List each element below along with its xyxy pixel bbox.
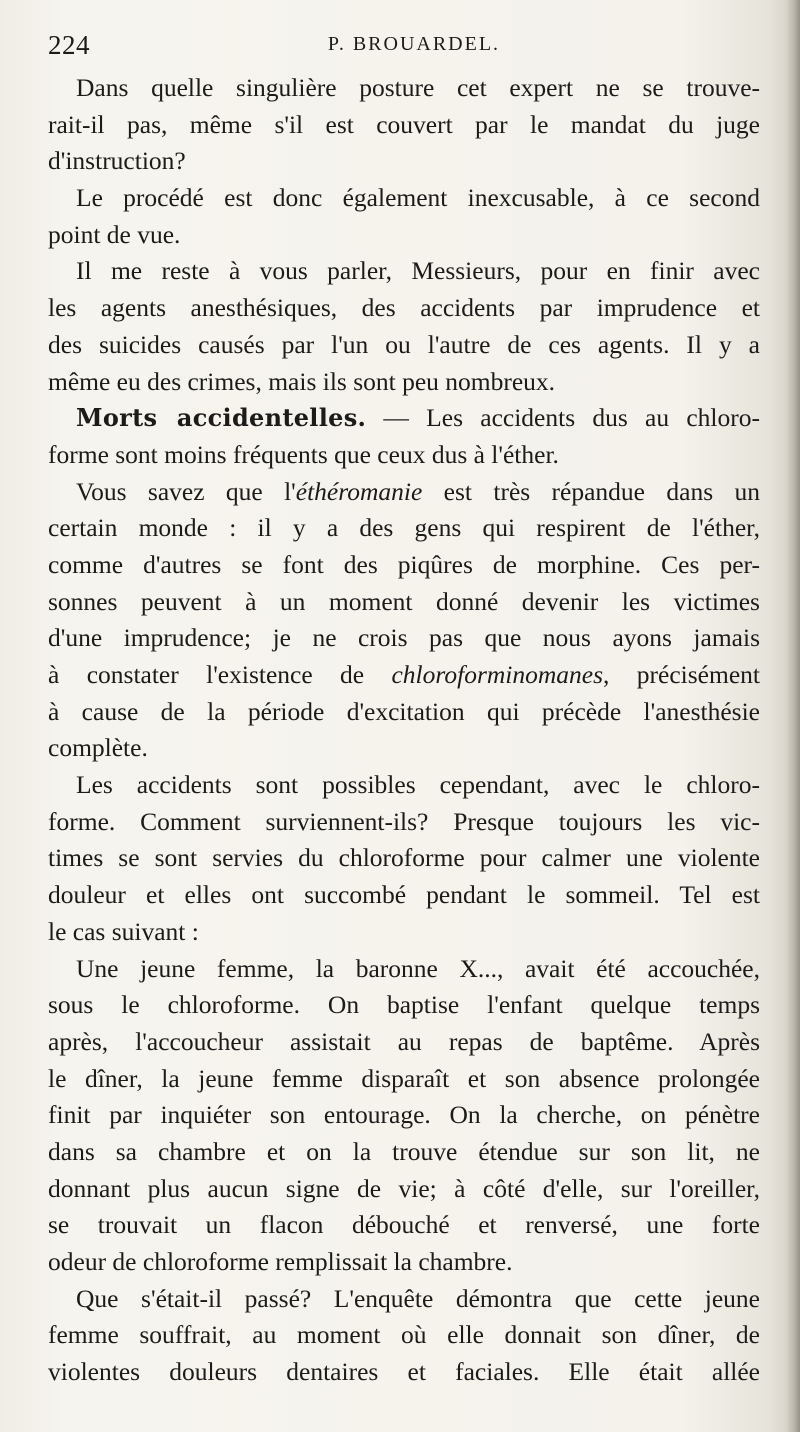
text-run: sonnes peuvent à un moment donné devenir les victimes [48,586,760,616]
italic-term: chloroforminomanes [391,660,604,689]
italic-term: éthéromanie [295,476,423,506]
text-run: se trouvait un flacon débouché et renversé, une forte [48,1210,760,1240]
text-run: — Les accidents dus au chloro- [366,403,760,433]
text-run: Vous savez que l' [76,476,296,506]
page-header [48,30,760,66]
text-run: sous le chloroforme. On baptise l'enfant quelque temps [48,990,760,1020]
text-run: certain monde : il y a des gens qui respirent de l'éther, [48,513,760,543]
running-head: P. BROUARDEL. [327,33,501,55]
text-line [48,1207,760,1244]
text-run: Les accidents sont possibles cependant, avec le chloro- [76,770,760,800]
text-line [48,1244,760,1281]
text-run: le dîner, la jeune femme disparaît et son absence prolongée [48,1063,760,1093]
page-edge-shadow [786,0,800,1432]
text-line [48,437,760,474]
text-run: d'instruction? [48,146,186,176]
text-line [48,840,760,877]
text-line [48,253,760,290]
text-line [48,510,760,547]
text-run: forme sont moins fréquents que ceux dus à l'éther. [48,439,559,469]
text-line [48,143,760,180]
text-line [48,694,760,731]
text-line [48,804,760,841]
text-run: Le procédé est donc également inexcusable, à ce second [76,183,760,213]
text-line [48,657,760,694]
text-run: complète. [48,733,148,763]
text-run: odeur de chloroforme remplissait la chambre. [48,1247,513,1276]
text-line [48,730,760,767]
text-line [48,217,760,254]
text-line [48,951,760,988]
text-run: après, l'accoucheur assistait au repas de baptême. Après [48,1026,760,1056]
text-line [48,1354,760,1391]
text-run: le cas suivant : [48,916,199,946]
text-run: finit par inquiéter son entourage. On la cherche, on pénètre [48,1100,760,1130]
text-line [48,400,760,437]
text-run: à constater l'existence de [48,660,392,689]
text-line [48,987,760,1024]
text-line [48,914,760,951]
text-run: dans sa chambre et on la trouve étendue sur son lit, ne [48,1136,760,1166]
text-run: comme d'autres se font des piqûres de morphine. Ces per- [48,549,760,579]
text-run: rait-il pas, même s'il est couvert par le mandat du juge [48,109,760,139]
text-line [48,180,760,217]
text-line [48,327,760,364]
text-line [48,877,760,914]
text-run: Il me reste à vous parler, Messieurs, pour en finir avec [76,256,760,286]
text-run: les agents anesthésiques, des accidents par imprudence et [48,293,760,323]
text-line [48,620,760,657]
text-run: à cause de la période d'excitation qui précède l'anesthésie [48,696,760,726]
text-line [48,290,760,327]
text-line [48,1134,760,1171]
text-line [48,364,760,401]
text-line [48,1097,760,1134]
text-run: douleur et elles ont succombé pendant le sommeil. Tel est [48,880,760,910]
page-number: 224 [48,30,90,60]
text-run: Que s'était-il passé? L'enquête démontra que cette jeune [76,1283,760,1313]
text-run: violentes douleurs dentaires et faciales. Elle était allée [48,1357,760,1387]
body-text [48,70,760,1391]
text-run: forme. Comment surviennent-ils? Presque toujours les vic- [48,806,760,836]
text-run: des suicides causés par l'un ou l'autre de ces agents. Il y a [48,329,760,359]
text-line [48,70,760,107]
section-heading: Morts accidentelles. [76,403,367,433]
text-run: d'une imprudence; je ne crois pas que nous ayons jamais [48,623,760,653]
text-line [48,1024,760,1061]
text-line [48,584,760,621]
text-run: femme souffrait, au moment où elle donnait son dîner, de [48,1320,760,1350]
text-line [48,474,760,511]
text-line [48,1281,760,1318]
text-run: même eu des crimes, mais ils sont peu nombreux. [48,366,556,396]
text-line [48,767,760,804]
text-run: Une jeune femme, la baronne X..., avait été accouchée, [76,953,760,983]
text-line [48,1061,760,1098]
text-run: est très répandue dans un [422,476,760,506]
text-line [48,1317,760,1354]
text-line [48,547,760,584]
text-run: point de vue. [48,219,181,249]
text-line [48,107,760,144]
text-run: Dans quelle singulière posture cet expert ne se trouve- [76,73,760,102]
text-run: , précisément [603,660,760,689]
text-line [48,1171,760,1208]
text-run: donnant plus aucun signe de vie; à côté d'elle, sur l'oreiller, [48,1173,760,1203]
text-run: times se sont servies du chloroforme pour calmer une violente [48,843,760,873]
